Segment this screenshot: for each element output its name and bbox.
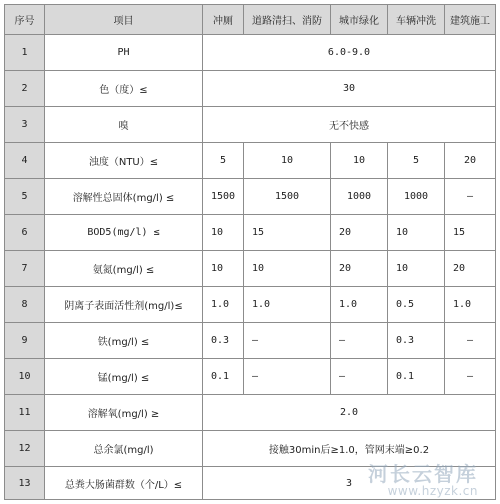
row-item: 阴离子表面活性剂(mg/l)≤ [45, 287, 203, 323]
row-index: 1 [5, 35, 45, 71]
table-row [5, 287, 496, 323]
cell-road-cleaning-firefighting: 1.0 [244, 287, 331, 323]
header-construction: 建筑施工 [445, 5, 496, 35]
row-index: 4 [5, 143, 45, 179]
header-toilet-flushing: 冲厕 [203, 5, 244, 35]
row-item: 锰(mg/l) ≤ [45, 359, 203, 395]
cell-construction: – [445, 359, 496, 395]
row-item: 嗅 [45, 107, 203, 143]
header-urban-greening: 城市绿化 [331, 5, 388, 35]
table-row [5, 431, 496, 467]
row-item: PH [45, 35, 203, 71]
cell-construction: 20 [445, 251, 496, 287]
cell-toilet-flushing: 0.3 [203, 323, 244, 359]
water-quality-standard-table [4, 4, 496, 500]
cell-road-cleaning-firefighting: 10 [244, 143, 331, 179]
row-merged-value: 接触30min后≥1.0，管网末端≥0.2 [203, 431, 496, 467]
table-row [5, 35, 496, 71]
row-merged-value: 30 [203, 71, 496, 107]
row-index: 3 [5, 107, 45, 143]
row-merged-value: 3 [203, 467, 496, 500]
cell-urban-greening: 10 [331, 143, 388, 179]
row-index: 5 [5, 179, 45, 215]
cell-vehicle-washing: 1000 [388, 179, 445, 215]
cell-road-cleaning-firefighting: 1500 [244, 179, 331, 215]
row-index: 7 [5, 251, 45, 287]
cell-vehicle-washing: 10 [388, 251, 445, 287]
row-merged-value: 无不快感 [203, 107, 496, 143]
cell-toilet-flushing: 10 [203, 251, 244, 287]
row-item: 氨氮(mg/l) ≤ [45, 251, 203, 287]
row-item: BOD5(mg/l) ≤ [45, 215, 203, 251]
header-vehicle-washing: 车辆冲洗 [388, 5, 445, 35]
cell-toilet-flushing: 0.1 [203, 359, 244, 395]
cell-vehicle-washing: 5 [388, 143, 445, 179]
cell-toilet-flushing: 5 [203, 143, 244, 179]
table-row [5, 71, 496, 107]
cell-road-cleaning-firefighting: – [244, 359, 331, 395]
cell-road-cleaning-firefighting: 15 [244, 215, 331, 251]
row-item: 总余氯(mg/l) [45, 431, 203, 467]
table-row [5, 323, 496, 359]
row-index: 2 [5, 71, 45, 107]
row-index: 8 [5, 287, 45, 323]
row-index: 9 [5, 323, 45, 359]
row-index: 13 [5, 467, 45, 500]
table-row [5, 179, 496, 215]
row-merged-value: 6.0-9.0 [203, 35, 496, 71]
table-row [5, 143, 496, 179]
cell-construction: 20 [445, 143, 496, 179]
cell-toilet-flushing: 1500 [203, 179, 244, 215]
cell-urban-greening: 1000 [331, 179, 388, 215]
watermark-name: 河长云智库 [368, 462, 478, 487]
cell-toilet-flushing: 10 [203, 215, 244, 251]
table-row [5, 467, 496, 500]
row-item: 浊度（NTU）≤ [45, 143, 203, 179]
cell-construction: 1.0 [445, 287, 496, 323]
row-merged-value: 2.0 [203, 395, 496, 431]
cell-construction: 15 [445, 215, 496, 251]
cell-urban-greening: 1.0 [331, 287, 388, 323]
row-item: 溶解性总固体(mg/l) ≤ [45, 179, 203, 215]
cell-urban-greening: – [331, 323, 388, 359]
table-row [5, 395, 496, 431]
table-row [5, 251, 496, 287]
water-quality-standard-table-frame [4, 4, 495, 499]
cell-road-cleaning-firefighting: – [244, 323, 331, 359]
row-item: 总粪大肠菌群数（个/L）≤ [45, 467, 203, 500]
table-row [5, 359, 496, 395]
row-index: 12 [5, 431, 45, 467]
row-index: 10 [5, 359, 45, 395]
cell-road-cleaning-firefighting: 10 [244, 251, 331, 287]
cell-vehicle-washing: 0.3 [388, 323, 445, 359]
table-row [5, 215, 496, 251]
header-road-cleaning-firefighting: 道路清扫、消防 [244, 5, 331, 35]
cell-toilet-flushing: 1.0 [203, 287, 244, 323]
header-row [5, 5, 496, 35]
cell-urban-greening: – [331, 359, 388, 395]
table-row [5, 107, 496, 143]
cell-vehicle-washing: 10 [388, 215, 445, 251]
row-index: 6 [5, 215, 45, 251]
header-index: 序号 [5, 5, 45, 35]
cell-vehicle-washing: 0.5 [388, 287, 445, 323]
cell-construction: – [445, 323, 496, 359]
row-index: 11 [5, 395, 45, 431]
row-item: 溶解氧(mg/l) ≥ [45, 395, 203, 431]
cell-construction: – [445, 179, 496, 215]
cell-vehicle-washing: 0.1 [388, 359, 445, 395]
header-item: 项目 [45, 5, 203, 35]
watermark-url: www.hzyzk.cn [387, 484, 478, 499]
row-item: 色（度）≤ [45, 71, 203, 107]
cell-urban-greening: 20 [331, 215, 388, 251]
cell-urban-greening: 20 [331, 251, 388, 287]
row-item: 铁(mg/l) ≤ [45, 323, 203, 359]
